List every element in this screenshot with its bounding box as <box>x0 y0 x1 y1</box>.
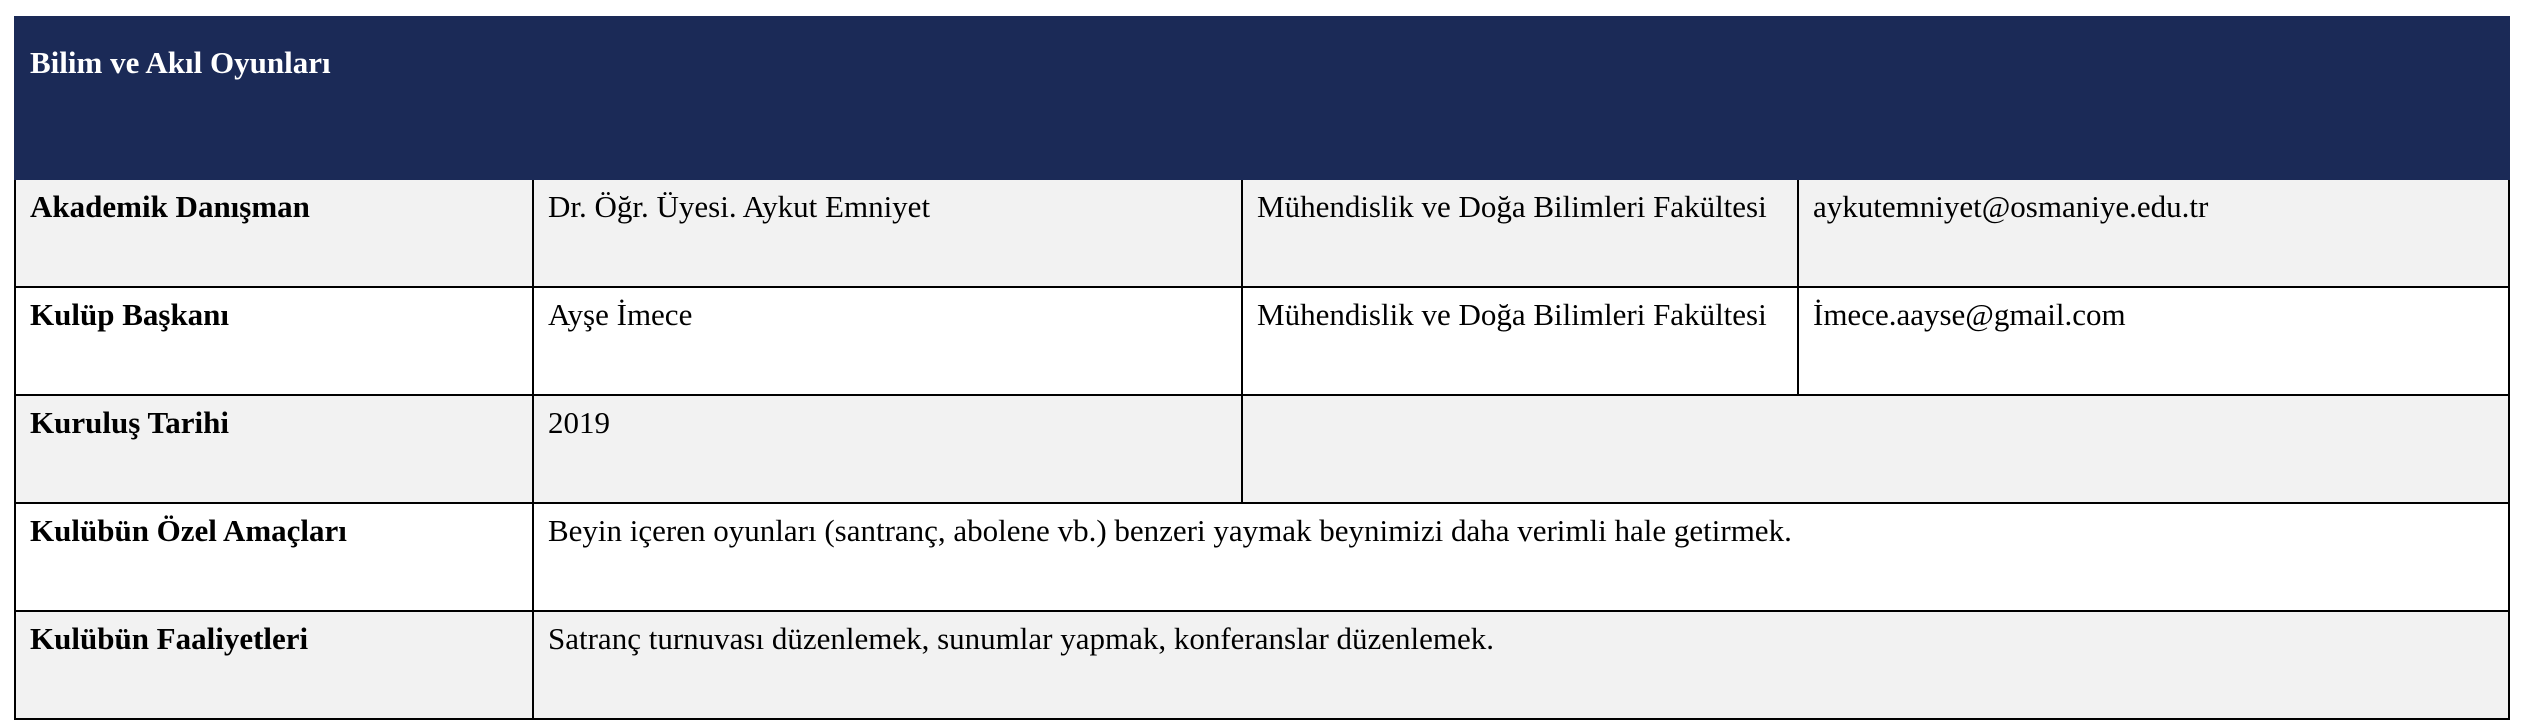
advisor-label: Akademik Danışman <box>15 179 533 287</box>
table-header-row <box>15 17 2509 179</box>
founded-row <box>15 395 2509 503</box>
activities-row <box>15 611 2509 719</box>
goals-row <box>15 503 2509 611</box>
founded-empty-cell <box>1242 395 2509 503</box>
president-email: İmece.aayse@gmail.com <box>1798 287 2509 395</box>
founded-value: 2019 <box>533 395 1242 503</box>
advisor-row <box>15 179 2509 287</box>
goals-value: Beyin içeren oyunları (santranç, abolene vb.) benzeri yaymak beynimizi daha verimli hale getirmek. <box>533 503 2509 611</box>
club-title: Bilim ve Akıl Oyunları <box>15 17 2509 179</box>
advisor-faculty: Mühendislik ve Doğa Bilimleri Fakültesi <box>1242 179 1798 287</box>
founded-label: Kuruluş Tarihi <box>15 395 533 503</box>
advisor-name: Dr. Öğr. Üyesi. Aykut Emniyet <box>533 179 1242 287</box>
activities-value: Satranç turnuvası düzenlemek, sunumlar yapmak, konferanslar düzenlemek. <box>533 611 2509 719</box>
president-faculty: Mühendislik ve Doğa Bilimleri Fakültesi <box>1242 287 1798 395</box>
president-row <box>15 287 2509 395</box>
president-name: Ayşe İmece <box>533 287 1242 395</box>
advisor-email: aykutemniyet@osmaniye.edu.tr <box>1798 179 2509 287</box>
goals-label: Kulübün Özel Amaçları <box>15 503 533 611</box>
activities-label: Kulübün Faaliyetleri <box>15 611 533 719</box>
club-info-table <box>14 16 2510 720</box>
president-label: Kulüp Başkanı <box>15 287 533 395</box>
